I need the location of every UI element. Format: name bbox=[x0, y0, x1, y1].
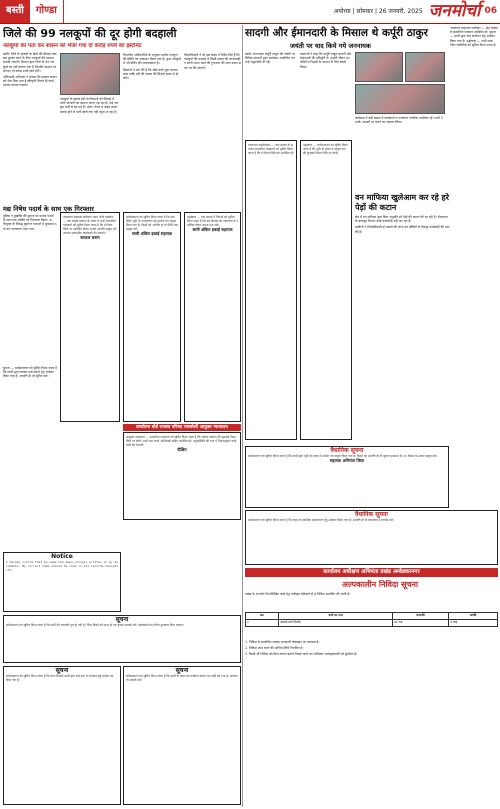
karpoori-column-2: वक्ताओं ने कहा कि कर्पूरी ठाकुर सादगी और ईमानदारी की प्रतिमूर्ति थे। उन्होंने जीवन भर गरीबों व पिछड़ों के उत्थान के लिए संघर्ष किया। bbox=[300, 52, 352, 69]
notice-signature-3: सामी अंकित इकाई सहायक bbox=[192, 227, 233, 232]
left-notices-column: सूचना — सर्वसाधारण को सूचित किया जाता है कि प्रार्थी द्वारा वरासत दर्ज कराने हेतु आवेदन किया गया है। आपत्ति हो तो सूचित करें। bbox=[3, 366, 57, 379]
table-cell: 3 माह bbox=[449, 619, 498, 626]
vaidhanik-title-2: वैधानिक सूचना bbox=[355, 511, 388, 518]
city-tag-basti: बस्ती bbox=[0, 0, 30, 23]
karpoori-column-1: बस्ती। जननायक कर्पूरी ठाकुर की जयंती पर विभिन्न संगठनों द्वारा कार्यक्रम आयोजित कर उन्हें श्रद्धांजलि दी गई। bbox=[245, 52, 296, 65]
vaidhanik-title-1: वैधानिक सूचना bbox=[330, 447, 364, 454]
court-notice-1: न्यायालय सहायक कलेक्टर प्रथम श्रेणी तहसील — वाद संख्या प्रकरण के संबंध में सभी सम्बन्धित पक्षकारों को सूचित किया जाता है कि वे नियत तिथि पर उपस्थित होकर अपनी आपत्ति प्रस्तुत करें अन्यथा एकपक्षीय कार्यवाही की जाएगी। सरकार बनाम bbox=[60, 212, 120, 422]
edition-dateline: अयोध्या | सोमवार | 26 जनवरी, 2025 bbox=[333, 7, 423, 15]
court-notice-5: उद्घोषणा — सर्वसाधारण को सूचित किया जाता है कि भूमि के संबंध में प्रस्तुत वाद की सुनवाई नियत तिथि पर होगी। bbox=[300, 140, 352, 440]
suchna-notice-3: सूचना सर्वसाधारण को सूचित किया जाता है कि प्रार्थी के वाहन का पंजीयन प्रमाण पत्र कहीं खो गया है। प्राप्तकर्ता सम्पर्क करें। bbox=[123, 666, 241, 805]
lead-subhead: नलकूपों का पता कर शासन को भेजा गया दो करोड़ रुपये का इस्टीमेट bbox=[3, 43, 142, 49]
far-right-column: न्यायालय सहायक कलेक्टर — वाद संख्या में सम्बन्धित पक्षकार उपस्थित हों। सूचना — प्रार्थी द्वारा नाम संशोधन हेतु आवेदन किया गया है। उद्घोषणा — सभी सम्बन्धित व्यक्तियों को सूचित किया जाता है। bbox=[450, 26, 498, 47]
karpoori-column-3: कार्यक्रम में बड़ी संख्या में कार्यकर्ता व गणमान्य नागरिक उपस्थित रहे। सभी ने उनके आदर्शों पर चलने का संकल्प लिया। bbox=[355, 116, 443, 125]
forest-column: क्षेत्र में वन माफिया द्वारा बिना अनुमति हरे पेड़ों की कटान की जा रही है। शिकायत के बावजूद विभाग कोई कार्यवाही नहीं कर रहा है। ग्रामीणों ने जिलाधिकारी से मामले की जांच कर दोषियों के विरुद्ध कार्यवाही की मांग की है। bbox=[355, 215, 450, 234]
table-cell: 1 bbox=[246, 619, 279, 626]
tender-terms: 1. निविदा से सम्बन्धित समस्त जानकारी वेबसाइट पर उपलब्ध है। 2. निविदा जमा करने की अन्तिम तिथि निर्धारित है। 3. किसी भी निविदा को बिना कारण बताये निरस्त करने का अधिकार अधोहस्ताक्षरी को सुरक्षित है। bbox=[245, 640, 358, 657]
tender-title: अल्पकालीन निविदा सूचना bbox=[341, 580, 419, 589]
column-rule bbox=[242, 25, 243, 807]
tubewell-photo bbox=[60, 53, 120, 95]
karpoori-subhead: जयंती पर याद किये गये जननायक bbox=[290, 42, 371, 50]
page-number: 06 bbox=[484, 5, 497, 16]
masthead bbox=[0, 0, 500, 24]
table-header: क्र० bbox=[246, 613, 279, 620]
table-header: धनराशि bbox=[392, 613, 448, 620]
tender-table bbox=[245, 612, 498, 627]
table-row bbox=[246, 619, 498, 626]
lead-headline: जिले की 99 नलकूपों की दूर होगी बदहाली bbox=[3, 27, 177, 40]
court-order-notice: आयुक्त न्यायालय — सम्बन्धित पक्षकारों को सूचित किया जाता है कि अपील प्रकरण की सुनवाई नियत तिथि पर होगी। सभी पक्ष अपने अभिलेखों सहित उपस्थित हों। अनुपस्थिति की दशा में नियमानुसार कार्यवाही की जाएगी। दीक्षित bbox=[123, 432, 241, 520]
suchna-title-1: सूचना bbox=[115, 616, 129, 623]
lead-column-1: बस्ती। जिले के कृषकों के खेतों की सिंचाई व्यवस्था दुरुस्त करने के लिए नलकूपों की मरम्मत करायी जाएगी। विभाग द्वारा जिले के 99 नलकूपों का सर्वे कराया गया है जिनकी मरम्मत पर लगभग दो करोड़ रुपये खर्च होंगे। अधिशासी अभियंता ने बताया कि प्रस्ताव शासन को भेज दिया गया है स्वीकृति मिलते ही कार्य प्रारम्भ कराया जाएगा। bbox=[3, 52, 57, 88]
court-notice-2: सर्वसाधारण को सूचित किया जाता है कि ग्राम स्थित भूमि के नामान्तरण हेतु प्रार्थना पत्र प्रस्तुत किया गया है। किसी को आपत्ति हो तो तिथि तक प्रस्तुत करें। सामी अंकित इकाई सहायक bbox=[123, 212, 181, 422]
court-notice-3: उद्घोषणा — वाद संख्या में विपक्षी को सूचित किया जाता है कि वह दिनांक को न्यायालय में उपस्थित होकर अपना पक्ष रखें। सामी अंकित इकाई सहायक bbox=[184, 212, 241, 422]
court-notice-4: न्यायालय तहसीलदार — वाद संख्या के अन्तर्गत सम्बन्धित पक्षकारों को सूचित किया जाता है कि वे नियत तिथि को उपस्थित हों। bbox=[245, 140, 297, 440]
table-cell: 62.38 bbox=[392, 619, 448, 626]
vaidhanik-notice-2: वैधानिक सूचना सर्वसाधारण को सूचित किया जाता है कि वाहन के स्वामित्व हस्तान्तरण हेतु आवेदन किया गया है। आपत्ति हो तो कार्यालय में सम्पर्क करें। bbox=[245, 510, 498, 565]
tender-intro: प्रखंड के अन्तर्गत निम्नलिखित कार्य हेतु पंजीकृत ठेकेदारों से ई-निविदा आमंत्रित की जाती है। bbox=[245, 592, 351, 596]
table-header: कार्य का नाम bbox=[279, 613, 392, 620]
newspaper-logo: जनमोर्चा bbox=[428, 0, 481, 21]
mid-story-column: पुलिस ने मुखबिर की सूचना पर मादक पदार्थ के साथ एक व्यक्ति को गिरफ्तार किया। अभियुक्त के विरुद्ध सुसंगत धाराओं में मुकदमा दर्ज कर न्यायालय भेजा गया। bbox=[3, 214, 57, 231]
suchna-notice-1: सूचना सर्वसाधारण को सूचित किया जाता है कि प्रार्थी की पत्रावली गुम हो गयी है। जिस किसी को प्राप्त हो वह कृपया सम्पर्क करें। खोजकर्ता को उचित पुरस्कार दिया जाएगा। bbox=[3, 615, 241, 663]
karpoori-photo-1 bbox=[355, 52, 403, 82]
english-notice-title: Notice bbox=[51, 553, 73, 560]
notice-signature-1: सरकार बनाम bbox=[80, 235, 100, 240]
tender-banner: कार्यालय अधीक्षण अभियंता प्रखंड अम्बेडकरनगर bbox=[245, 568, 498, 577]
karpoori-headline: सादगी और ईमानदारी के मिसाल थे कर्पूरी ठाकुर bbox=[245, 27, 428, 39]
suchna-notice-2: सूचना सर्वसाधारण को सूचित किया जाता है कि ग्राम निवासी प्रार्थी द्वारा दर्ज नाम में संशोधन हेतु प्रार्थना पत्र दिया गया है। bbox=[3, 666, 121, 805]
mid-story-headline: मद्य निषेध पदार्थ के साथ एक गिरफ्तार bbox=[3, 205, 94, 213]
karpoori-photo-2 bbox=[405, 52, 445, 82]
court-banner: कार्यालय बोर्ड राजस्व परिषद रायबरेली आयुक्त न्यायालय bbox=[123, 424, 241, 431]
suchna-title-3: सूचना bbox=[175, 667, 189, 674]
karpoori-photo-3 bbox=[355, 84, 445, 114]
vaidhanik-notice-1: वैधानिक सूचना सर्वसाधारण को सूचित किया जाता है कि प्रार्थी द्वारा भूमि के संबंध में प्रार्थना पत्र प्रस्तुत किया गया है। किसी को आपत्ति हो तो सूचना प्रकाशन के 15 दिवस के अन्दर प्रस्तुत करें। सहायक अभियंता जिला bbox=[245, 446, 449, 508]
forest-headline: वन माफिया खुलेआम कर रहे हरे पेड़ों की कटान bbox=[355, 193, 450, 212]
english-notice: Notice I hereby inform that my name has been wrongly written in my documents. My correct name should be read in all records henceforth. bbox=[3, 552, 121, 612]
suchna-title-2: सूचना bbox=[55, 667, 69, 674]
lead-column-3: विभागीय अधिकारियों के अनुसार प्रत्येक नलकूप की स्थिति का आकलन किया गया है। कुछ नलकूपों में नये बोरिंग की आवश्यकता है। किसानों ने मांग की है कि शीघ्र कार्य शुरू कराया जाय ताकि रबी की फसल की सिंचाई समय से हो सके। bbox=[123, 53, 181, 81]
notice-signature-5: दीक्षित bbox=[177, 447, 187, 452]
lead-column-2: नलकूपों के खराब होने से किसानों को सिंचाई में भारी परेशानी का सामना करना पड़ रहा है। कई नलकूप वर्षों से बंद पड़े हैं। मोटर, पैनल व पाइप लाइन खराब होने से पानी खेतों तक नहीं पहुंच पा रहा है। bbox=[60, 97, 119, 114]
notice-signature-2: सामी अंकित इकाई सहायक bbox=[131, 231, 173, 236]
table-cell: सम्पर्क मार्ग निर्माण bbox=[279, 619, 392, 626]
lead-column-4: जिलाधिकारी ने भी इस संबंध में निर्देश दिये हैं कि नलकूपों की मरम्मत में किसी प्रकार की लापरवाही न बरती जाय। कार्य की गुणवत्ता की जांच समय समय पर की जाएगी। bbox=[184, 53, 241, 70]
notice-signature-4: सहायक अभियंता जिला bbox=[329, 458, 365, 463]
table-header: अवधि bbox=[449, 613, 498, 620]
city-tag-gonda: गोण्डा bbox=[30, 0, 64, 23]
